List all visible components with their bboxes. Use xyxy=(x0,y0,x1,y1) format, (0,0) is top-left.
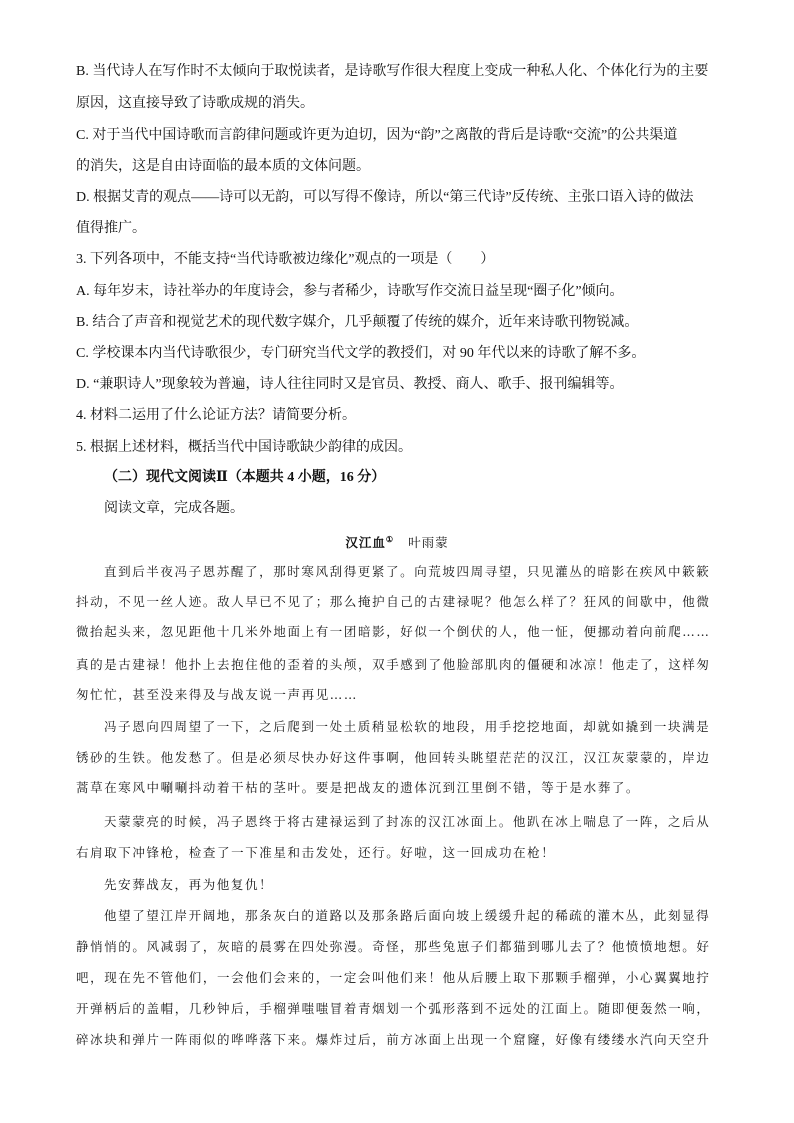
paragraph-5-line-3: 吧，现在先不管他们，一会他们会来的，一定会叫他们来！他从后腰上取下那颗手榴弹，小心翼翼地拧 xyxy=(76,970,711,985)
option-d-line-2: 值得推广。 xyxy=(76,221,146,236)
paragraph-1-line-2: 抖动，不见一丝人迹。敌人早已不见了；那么掩护自己的古建禄呢？他怎么样了？狂风的间歇中，他微 xyxy=(76,594,711,609)
question-3-option-a: A. 每年岁末，诗社举办的年度诗会，参与者稀少，诗歌写作交流日益呈现“圈子化”倾向。 xyxy=(76,284,624,299)
question-3-option-b: B. 结合了声音和视觉艺术的现代数字媒介，几乎颠覆了传统的媒介，近年来诗歌刊物锐减。 xyxy=(76,315,639,330)
paragraph-1-line-4: 真的是古建禄！他扑上去抱住他的歪着的头颅，双手感到了他脸部肌肉的僵硬和冰凉！他走了，这样匆 xyxy=(76,657,711,672)
option-b-line-1: B. 当代诗人在写作时不太倾向于取悦读者，是诗歌写作很大程度上变成一种私人化、个体化行为的主要 xyxy=(76,64,709,79)
question-3-stem: 3. 下列各项中，不能支持“当代诗歌被边缘化”观点的一项是（ ） xyxy=(76,252,495,267)
paragraph-5-line-5: 碎冰块和弹片一阵雨似的哗哗落下来。爆炸过后，前方冰面上出现一个窟窿，好像有缕缕水汽向天空升 xyxy=(76,1032,711,1047)
section-instruction: 阅读文章，完成各题。 xyxy=(104,501,244,516)
paragraph-1-line-3: 微抬起头来，忽见距他十几米外地面上有一团暗影，好似一个倒伏的人，他一怔，便挪动着向前爬…… xyxy=(76,624,711,639)
section-heading: （二）现代文阅读Ⅱ（本题共 4 小题，16 分） xyxy=(104,470,386,485)
question-4: 4. 材料二运用了什么论证方法？请简要分析。 xyxy=(76,408,356,423)
paragraph-1-line-5: 匆忙忙，甚至没来得及与战友说一声再见…… xyxy=(76,687,359,702)
option-b-line-2: 原因，这直接导致了诗歌成规的消失。 xyxy=(76,96,314,111)
story-title: 汉江血 xyxy=(345,536,386,551)
option-c-line-1: C. 对于当代中国诗歌而言韵律问题或许更为迫切，因为“韵”之离散的背后是诗歌“交流”的公共渠道 xyxy=(76,128,678,143)
story-author: 叶雨蒙 xyxy=(408,536,449,551)
question-5: 5. 根据上述材料，概括当代中国诗歌缺少韵律的成因。 xyxy=(76,440,412,455)
option-c-line-2: 的消失，这是自由诗面临的最本质的文体问题。 xyxy=(76,159,370,174)
question-3-option-c: C. 学校课本内当代诗歌很少，专门研究当代文学的教授们，对 90 年代以来的诗歌了解不多。 xyxy=(76,346,646,361)
paragraph-5-line-4: 开弹柄后的盖帽，几秒钟后，手榴弹嗤嗤冒着青烟划一个弧形落到不远处的江面上。随即便轰然一响， xyxy=(76,1001,711,1016)
paragraph-3-line-1: 天蒙蒙亮的时候，冯子恩终于将古建禄运到了封冻的汉江冰面上。他趴在冰上喘息了一阵，之后从 xyxy=(104,814,711,829)
paragraph-1-line-1: 直到后半夜冯子恩苏醒了，那时寒风刮得更紧了。向荒坡四周寻望，只见灌丛的暗影在疾风中簌簌 xyxy=(104,564,711,579)
story-title-row xyxy=(0,530,794,553)
question-3-option-d: D. “兼职诗人”现象较为普遍，诗人往往同时又是官员、教授、商人、歌手、报刊编辑等。 xyxy=(76,377,624,392)
paragraph-4-line-1: 先安葬战友，再为他复仇！ xyxy=(104,877,274,892)
option-d-line-1: D. 根据艾青的观点——诗可以无韵，可以写得不像诗，所以“第三代诗”反传统、主张口语入诗的做法 xyxy=(76,190,694,205)
paragraph-5-line-1: 他望了望江岸开阔地，那条灰白的道路以及那条路后面向坡上缓缓升起的稀疏的灌木丛，此刻显得 xyxy=(104,908,711,923)
paragraph-3-line-2: 右肩取下冲锋枪，检查了一下准星和击发处，还行。好啦，这一回成功在枪！ xyxy=(76,845,556,860)
paragraph-2-line-1: 冯子恩向四周望了一下，之后爬到一处土质稍显松软的地段，用手挖挖地面，却就如撬到一块满是 xyxy=(104,719,711,734)
paragraph-2-line-3: 蒿草在寒风中唰唰抖动着干枯的茎叶。要是把战友的遗体沉到江里倒不错，等于是水葬了。 xyxy=(76,780,641,795)
footnote-marker: ① xyxy=(385,535,395,544)
paragraph-2-line-2: 锈砂的生铁。他发愁了。但是必须尽快办好这件事啊，他回转头眺望茫茫的汉江，汉江灰蒙蒙的，岸边 xyxy=(76,750,711,765)
paragraph-5-line-2: 静悄悄的。风减弱了，灰暗的晨雾在四处弥漫。奇怪，那些兔崽子们都猫到哪儿去了？他愤愤地想。好 xyxy=(76,939,711,954)
